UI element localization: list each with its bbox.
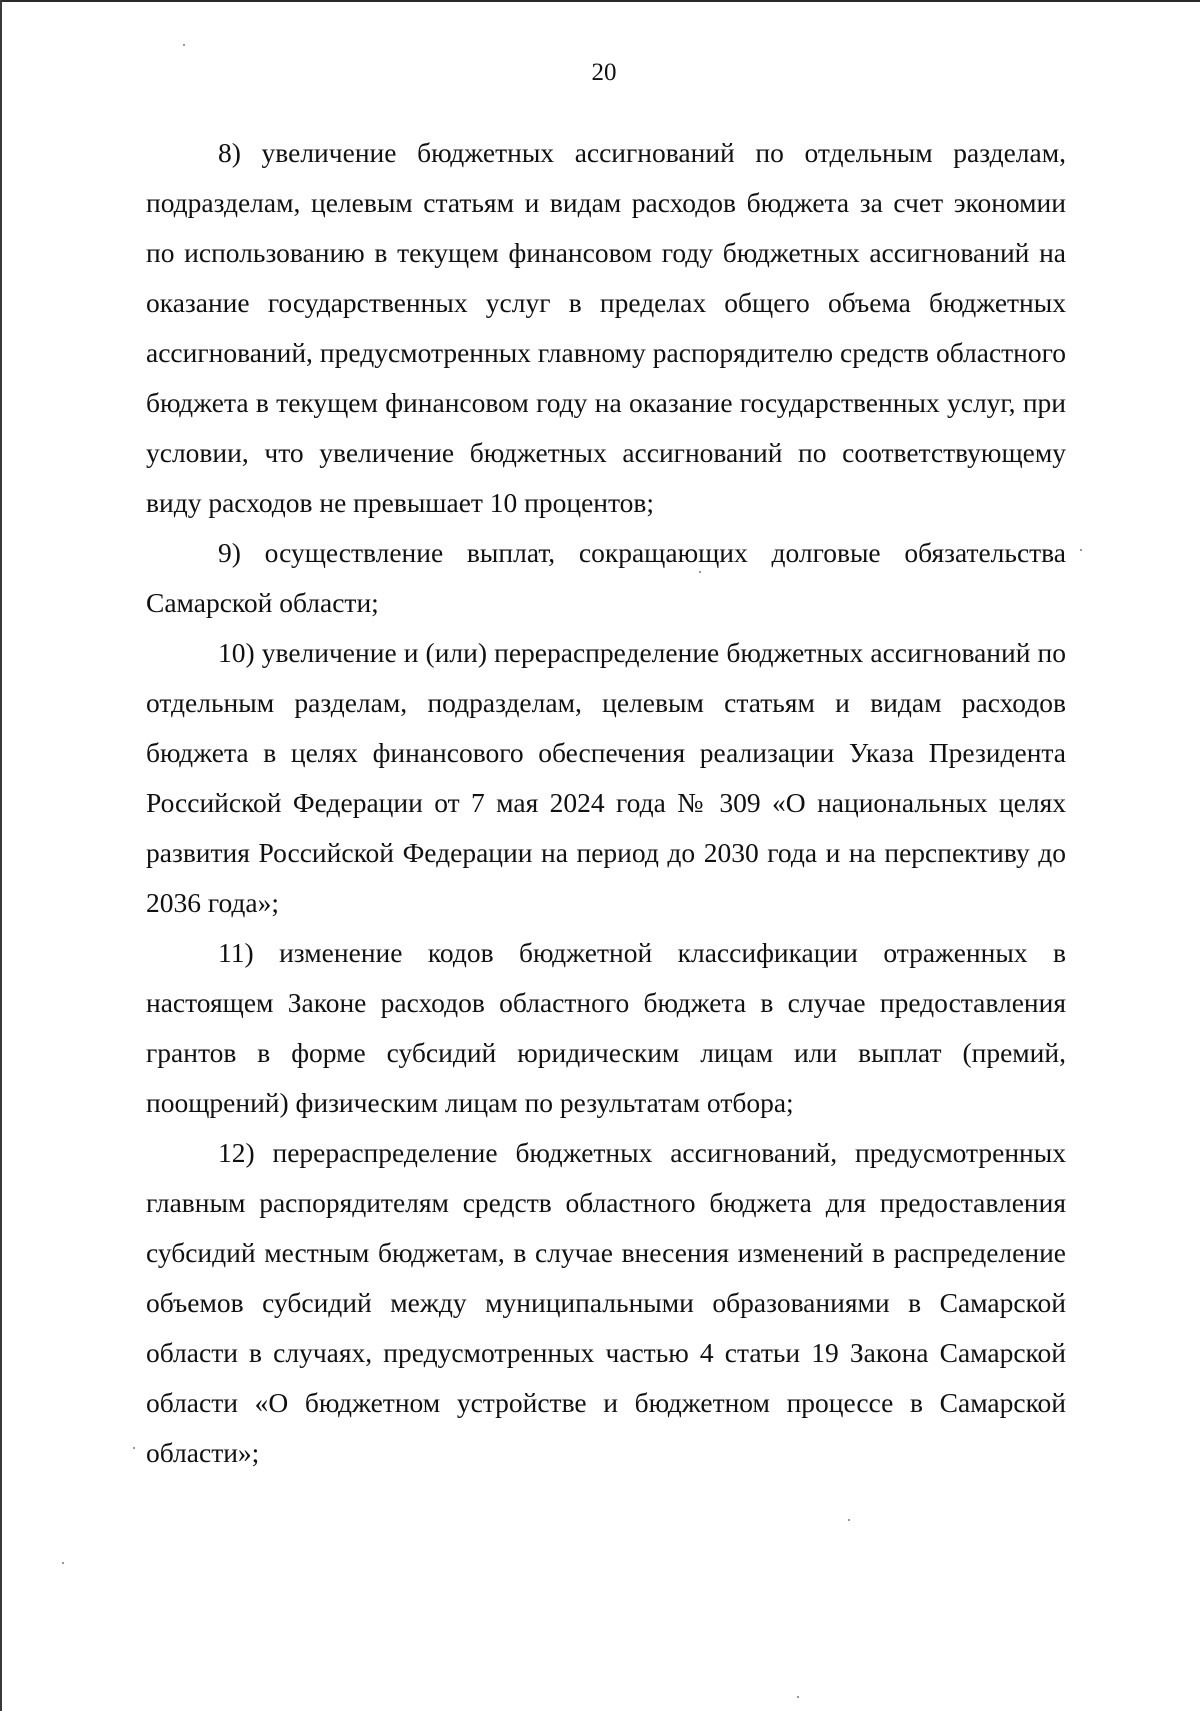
- scan-speck: [133, 1447, 135, 1449]
- paragraph-item-12: 12) перераспределение бюджетных ассигнований, предусмотренных главным распорядителям средств областного бюджета для предоставления субсидий местным бюджетам, в случае внесения изменений в распределение объемов субсидий между муниципальными образованиями в Самарской области в случаях, предусмотренных частью 4 статьи 19 Закона Самарской области «О бюджетном устройстве и бюджетном процессе в Самарской области»;: [146, 1137, 1066, 1468]
- scan-speck: [1080, 549, 1082, 551]
- paragraph-item-11: 11) изменение кодов бюджетной классификации отраженных в настоящем Законе расходов областного бюджета в случае предоставления грантов в форме субсидий юридическим лицам или выплат (премий, поощрений) физическим лицам по результатам отбора;: [146, 937, 1066, 1118]
- scan-speck: [797, 1696, 799, 1698]
- paragraph-item-8: 8) увеличение бюджетных ассигнований по отдельным разделам, подразделам, целевым статьям и видам расходов бюджета за счет экономии по использованию в текущем финансовом году бюджетных ассигнований на оказание государственных услуг в пределах общего объема бюджетных ассигнований, предусмотренных главному распорядителю средств областного бюджета в текущем финансовом году на оказание государственных услуг, при условии, что увеличение бюджетных ассигнований по соответствующему виду расходов не превышает 10 процентов;: [146, 137, 1066, 518]
- scan-left-edge: [0, 0, 2, 1711]
- scan-speck: [62, 1562, 64, 1564]
- scan-speck: [848, 1519, 850, 1521]
- scan-speck: [183, 44, 185, 46]
- document-body: [146, 128, 1066, 1478]
- paragraph-item-9: 9) осуществление выплат, сокращающих долговые обязательства Самарской области;: [146, 537, 1066, 618]
- page-number: 20: [591, 59, 617, 86]
- paragraph-item-10: 10) увеличение и (или) перераспределение бюджетных ассигнований по отдельным разделам, подразделам, целевым статьям и видам расходов бюджета в целях финансового обеспечения реализации Указа Президента Российской Федерации от 7 мая 2024 года № 309 «О национальных целях развития Российской Федерации на период до 2030 года и на перспективу до 2036 года»;: [146, 637, 1066, 918]
- scan-speck: [699, 571, 701, 573]
- scan-top-edge: [0, 0, 1200, 2]
